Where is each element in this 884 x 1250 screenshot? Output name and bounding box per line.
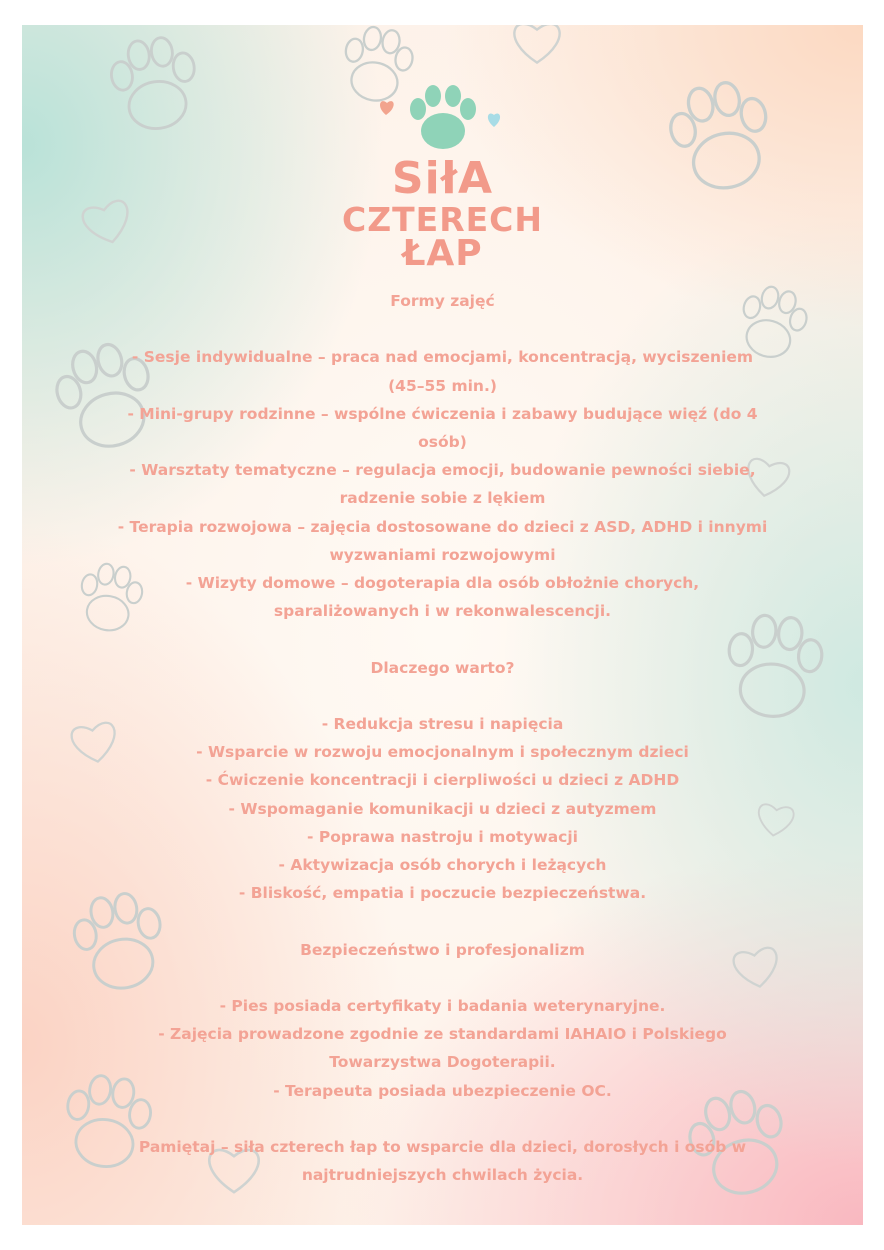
list-item: - Bliskość, empatia i poczucie bezpieczeństwa. [238,884,647,903]
list-item: osób) [418,433,467,451]
list-item: - Poprawa nastroju i motywacji [307,827,578,846]
list-item: - Sesje indywidualne – praca nad emocjami, koncentracją, wyciszeniem [131,348,754,367]
logo-text-line2: CZTERECH [342,200,543,239]
list-item: - Warsztaty tematyczne – regulacja emocji, budowanie pewności siebie, [129,461,756,480]
list-item: (45–55 min.) [388,376,497,395]
section-heading: Formy zajęć [390,292,495,310]
section-heading: Bezpieczeństwo i profesjonalizm [300,940,585,959]
list-item: - Aktywizacja osób chorych i leżących [278,856,607,875]
list-item: wyzwaniami rozwojowymi [329,545,556,564]
list-item: Towarzystwa Dogoterapii. [329,1053,556,1072]
content [22,287,863,1189]
list-item: - Zajęcia prowadzone zgodnie ze standardami IAHAIO i Polskiego [158,1025,727,1044]
list-item: - Mini-grupy rodzinne – wspólne ćwiczenia i zabawy budujące więź (do 4 [127,404,758,423]
list-item: radzenie sobie z lękiem [339,489,546,508]
list-item: - Terapeuta posiada ubezpieczenie OC. [273,1081,612,1100]
logo-text-line3: ŁAP [402,233,483,274]
closing-line: najtrudniejszych chwilach życia. [301,1166,584,1185]
poster [22,25,863,1225]
list-item: - Redukcja stresu i napięcia [321,715,564,733]
list-item: - Wspomaganie komunikacji u dzieci z autyzmem [228,799,657,818]
logo [22,85,863,272]
list-item: - Wizyty domowe – dogoterapia dla osób obłożnie chorych, [185,574,700,593]
list-item: sparaliżowanych i w rekonwalescencji. [273,602,612,621]
section-heading: Dlaczego warto? [370,658,515,677]
list-item: - Pies posiada certyfikaty i badania weterynaryjne. [219,997,666,1015]
list-item: - Terapia rozwojowa – zajęcia dostosowane do dzieci z ASD, ADHD i innymi [117,517,768,536]
list-item: - Wsparcie w rozwoju emocjonalnym i społecznym dzieci [196,743,689,762]
list-item: - Ćwiczenie koncentracji i cierpliwości u dzieci z ADHD [205,771,680,790]
heart-outline-icon [514,25,559,63]
paw-with-hearts-icon [378,85,508,155]
logo-text-line1: SiłA [391,153,494,204]
closing-line: Pamiętaj – siła czterech łap to wsparcie dla dzieci, dorosłych i osób w [138,1138,747,1156]
